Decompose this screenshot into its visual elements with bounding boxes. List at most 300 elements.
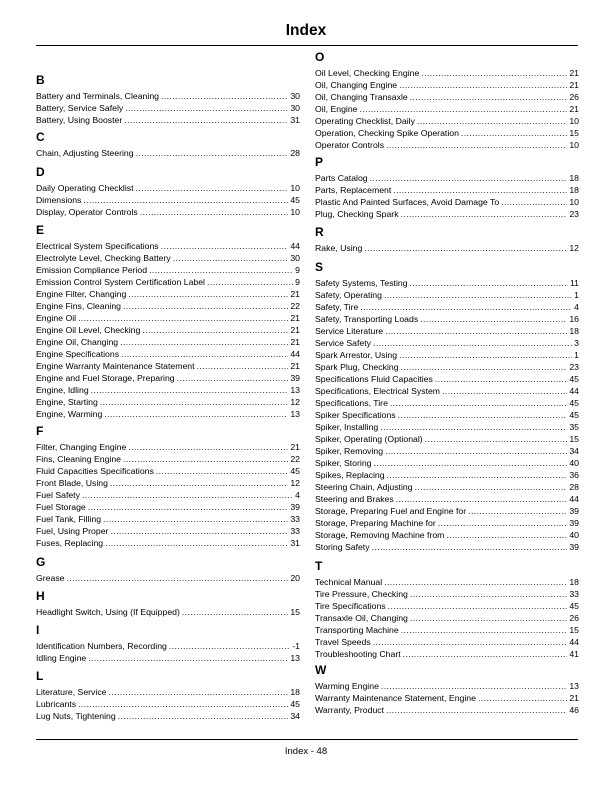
index-entry-page: 21: [290, 313, 300, 323]
index-entry: [36, 240, 300, 252]
index-entry: [36, 194, 300, 206]
index-entry-text: Spiker, Operating (Optional): [315, 434, 423, 444]
index-entry: [315, 648, 579, 660]
index-entry-text: Troubleshooting Chart: [315, 649, 401, 659]
index-entry-page: 21: [569, 693, 579, 703]
index-entry: [36, 252, 300, 264]
dot-leader: [401, 624, 568, 636]
index-entry-text: Fins, Cleaning Engine: [36, 454, 121, 464]
index-letter-heading: B: [36, 73, 45, 87]
index-entry: [36, 652, 300, 664]
index-entry: [315, 301, 579, 313]
index-entry-page: 39: [290, 373, 300, 383]
dot-leader: [136, 182, 289, 194]
index-entry-page: 45: [290, 195, 300, 205]
index-entry: [315, 409, 579, 421]
dot-leader: [173, 252, 289, 264]
index-entry: [36, 372, 300, 384]
dot-leader: [384, 576, 567, 588]
dot-leader: [410, 91, 568, 103]
index-entry: [36, 288, 300, 300]
index-entry-text: Specifications Fluid Capacities: [315, 374, 433, 384]
index-entry-page: 26: [569, 613, 579, 623]
index-entry-page: 45: [569, 398, 579, 408]
index-entry: [36, 489, 300, 501]
index-entry: [36, 501, 300, 513]
index-entry-text: Fuel Tank, Filling: [36, 514, 102, 524]
index-letter-heading: W: [315, 663, 327, 677]
dot-leader: [110, 477, 288, 489]
dot-leader: [370, 172, 568, 184]
index-entry: [36, 182, 300, 194]
index-entry: [36, 312, 300, 324]
index-entry: [36, 90, 300, 102]
index-entry: [36, 360, 300, 372]
index-entry-text: Transporting Machine: [315, 625, 399, 635]
index-entry-text: Spark Plug, Checking: [315, 362, 399, 372]
index-entry-page: 34: [569, 446, 579, 456]
index-entry-text: Service Literature: [315, 326, 384, 336]
index-entry-page: 21: [569, 104, 579, 114]
dot-leader: [396, 493, 568, 505]
index-entry: [36, 606, 300, 618]
index-entry: [36, 525, 300, 537]
index-entry-text: Spiker Specifications: [315, 410, 396, 420]
dot-leader: [374, 457, 568, 469]
index-entry-page: 39: [569, 542, 579, 552]
index-entry-page: 10: [569, 140, 579, 150]
index-entry-page: 35: [569, 422, 579, 432]
index-entry: [315, 576, 579, 588]
dot-leader: [161, 240, 289, 252]
dot-leader: [109, 686, 289, 698]
index-entry: [315, 505, 579, 517]
index-entry: [315, 493, 579, 505]
index-entry-text: Safety Systems, Testing: [315, 278, 408, 288]
dot-leader: [478, 692, 567, 704]
index-entry-page: 10: [569, 116, 579, 126]
index-entry-text: Engine, Idling: [36, 385, 89, 395]
index-entry-text: Battery, Service Safely: [36, 103, 124, 113]
index-entry: [36, 206, 300, 218]
dot-leader: [100, 396, 289, 408]
index-entry: [315, 704, 579, 716]
index-entry-page: 12: [290, 397, 300, 407]
index-entry-text: Daily Operating Checklist: [36, 183, 134, 193]
index-entry-text: Operation, Checking Spike Operation: [315, 128, 459, 138]
index-entry: [315, 289, 579, 301]
index-entry-page: 45: [290, 466, 300, 476]
index-entry-text: Emission Control System Certification Label: [36, 277, 205, 287]
index-entry-text: Storing Safety: [315, 542, 370, 552]
index-entry-text: Engine Filter, Changing: [36, 289, 127, 299]
index-entry: [315, 349, 579, 361]
index-letter-heading: E: [36, 223, 45, 237]
index-letter-heading: R: [315, 225, 324, 239]
index-entry: [315, 67, 579, 79]
index-entry-page: 30: [290, 253, 300, 263]
index-entry-page: -1: [292, 641, 300, 651]
index-entry-page: 30: [290, 103, 300, 113]
index-entry-page: 21: [290, 325, 300, 335]
dot-leader: [78, 312, 288, 324]
index-entry-text: Fluid Capacities Specifications: [36, 466, 154, 476]
index-entry-text: Safety, Transporting Loads: [315, 314, 419, 324]
index-entry-text: Engine, Starting: [36, 397, 98, 407]
index-entry-page: 39: [569, 506, 579, 516]
index-entry-text: Identification Numbers, Recording: [36, 641, 167, 651]
index-entry-page: 28: [569, 482, 579, 492]
footer-rule: [36, 739, 578, 740]
index-entry: [315, 79, 579, 91]
dot-leader: [401, 208, 568, 220]
header-rule: [36, 45, 578, 46]
index-entry-page: 20: [290, 573, 300, 583]
index-entry: [315, 433, 579, 445]
index-entry: [315, 115, 579, 127]
dot-leader: [372, 541, 568, 553]
index-entry-text: Operating Checklist, Daily: [315, 116, 415, 126]
dot-leader: [142, 324, 288, 336]
index-entry: [36, 102, 300, 114]
index-letter-heading: D: [36, 165, 45, 179]
index-entry-text: Engine Oil Level, Checking: [36, 325, 141, 335]
index-entry: [315, 242, 579, 254]
index-entry-page: 45: [569, 374, 579, 384]
dot-leader: [360, 301, 572, 313]
index-entry: [315, 469, 579, 481]
dot-leader: [124, 114, 288, 126]
index-entry-text: Oil, Changing Transaxle: [315, 92, 408, 102]
index-entry: [315, 172, 579, 184]
index-entry-text: Technical Manual: [315, 577, 383, 587]
index-entry: [36, 477, 300, 489]
index-letter-heading: T: [315, 559, 323, 573]
index-entry: [315, 445, 579, 457]
index-entry-page: 46: [569, 705, 579, 715]
index-entry-page: 13: [290, 409, 300, 419]
dot-leader: [82, 489, 293, 501]
dot-leader: [393, 184, 567, 196]
dot-leader: [140, 206, 289, 218]
index-letter-heading: C: [36, 130, 45, 144]
index-entry: [315, 624, 579, 636]
index-entry-text: Steering and Brakes: [315, 494, 394, 504]
index-entry-page: 44: [290, 349, 300, 359]
dot-leader: [446, 529, 567, 541]
index-entry-text: Display, Operator Controls: [36, 207, 138, 217]
index-entry-text: Storage, Removing Machine from: [315, 530, 445, 540]
index-entry: [36, 264, 300, 276]
index-entry: [315, 337, 579, 349]
index-entry-page: 31: [290, 538, 300, 548]
index-entry-page: 13: [290, 653, 300, 663]
index-entry-text: Headlight Switch, Using (If Equipped): [36, 607, 180, 617]
index-entry-text: Warranty, Product: [315, 705, 385, 715]
index-entry-page: 11: [569, 278, 579, 288]
index-entry-text: Spark Arrestor, Using: [315, 350, 398, 360]
index-entry-page: 21: [569, 68, 579, 78]
index-entry: [315, 397, 579, 409]
index-entry-text: Safety, Tire: [315, 302, 359, 312]
dot-leader: [410, 277, 568, 289]
dot-leader: [399, 79, 567, 91]
index-entry-page: 22: [290, 301, 300, 311]
dot-leader: [468, 505, 567, 517]
index-entry-text: Battery, Using Booster: [36, 115, 123, 125]
index-entry-text: Specifications, Tire: [315, 398, 388, 408]
index-entry-page: 15: [290, 607, 300, 617]
index-entry-page: 39: [569, 518, 579, 528]
dot-leader: [425, 433, 568, 445]
dot-leader: [125, 102, 288, 114]
dot-leader: [390, 397, 567, 409]
dot-leader: [104, 408, 288, 420]
dot-leader: [182, 606, 288, 618]
index-entry-page: 41: [569, 649, 579, 659]
index-entry: [315, 208, 579, 220]
dot-leader: [387, 469, 568, 481]
index-entry-page: 21: [290, 442, 300, 452]
index-entry-page: 44: [569, 637, 579, 647]
dot-leader: [110, 525, 288, 537]
index-entry: [36, 348, 300, 360]
index-entry-page: 1: [574, 290, 579, 300]
dot-leader: [401, 361, 568, 373]
index-entry-page: 44: [569, 494, 579, 504]
index-entry-text: Battery and Terminals, Cleaning: [36, 91, 159, 101]
index-entry-page: 18: [290, 687, 300, 697]
index-entry-text: Chain, Adjusting Steering: [36, 148, 134, 158]
index-entry-text: Oil, Engine: [315, 104, 358, 114]
index-entry-page: 1: [574, 350, 579, 360]
index-entry-page: 18: [569, 577, 579, 587]
index-entry: [36, 686, 300, 698]
dot-leader: [438, 517, 568, 529]
index-entry-page: 28: [290, 148, 300, 158]
index-entry-text: Plastic And Painted Surfaces, Avoid Damage To: [315, 197, 500, 207]
index-entry: [36, 441, 300, 453]
dot-leader: [385, 325, 567, 337]
index-entry: [36, 710, 300, 722]
dot-leader: [398, 409, 568, 421]
index-entry-page: 22: [290, 454, 300, 464]
dot-leader: [156, 465, 289, 477]
index-entry: [315, 600, 579, 612]
index-entry-text: Grease: [36, 573, 65, 583]
index-entry-page: 36: [569, 470, 579, 480]
dot-leader: [121, 348, 288, 360]
index-letter-heading: H: [36, 589, 45, 603]
index-entry-page: 21: [290, 361, 300, 371]
index-entry-text: Engine and Fuel Storage, Preparing: [36, 373, 175, 383]
index-entry-page: 26: [569, 92, 579, 102]
index-entry-text: Safety, Operating: [315, 290, 382, 300]
dot-leader: [177, 372, 289, 384]
index-entry-text: Travel Speeds: [315, 637, 371, 647]
index-entry-page: 21: [569, 80, 579, 90]
index-entry-page: 9: [295, 265, 300, 275]
dot-leader: [207, 276, 293, 288]
index-entry: [36, 396, 300, 408]
index-entry: [36, 147, 300, 159]
index-entry: [315, 385, 579, 397]
index-entry-text: Emission Compliance Period: [36, 265, 148, 275]
index-entry: [36, 537, 300, 549]
index-entry-text: Engine Warranty Maintenance Statement: [36, 361, 195, 371]
dot-leader: [149, 264, 293, 276]
index-entry-text: Electrolyte Level, Checking Battery: [36, 253, 171, 263]
index-letter-heading: O: [315, 50, 325, 64]
index-entry-page: 12: [290, 478, 300, 488]
index-entry-page: 16: [569, 314, 579, 324]
index-entry-page: 39: [290, 502, 300, 512]
dot-leader: [501, 196, 567, 208]
index-entry-text: Fuel, Using Proper: [36, 526, 109, 536]
index-entry-text: Front Blade, Using: [36, 478, 108, 488]
index-entry-text: Oil Level, Checking Engine: [315, 68, 420, 78]
index-letter-heading: P: [315, 155, 324, 169]
index-entry-page: 4: [574, 302, 579, 312]
index-entry-page: 4: [295, 490, 300, 500]
index-entry-page: 23: [569, 362, 579, 372]
index-entry-page: 45: [569, 601, 579, 611]
index-entry-page: 18: [569, 185, 579, 195]
page-title: Index: [285, 22, 327, 39]
index-entry: [36, 640, 300, 652]
index-letter-heading: L: [36, 669, 44, 683]
index-entry-page: 30: [290, 91, 300, 101]
index-entry-text: Service Safety: [315, 338, 372, 348]
dot-leader: [78, 698, 288, 710]
dot-leader: [403, 648, 568, 660]
index-entry-text: Fuel Storage: [36, 502, 86, 512]
index-entry: [36, 114, 300, 126]
dot-leader: [381, 680, 567, 692]
index-entry-text: Fuel Safety: [36, 490, 80, 500]
index-entry-text: Literature, Service: [36, 687, 107, 697]
index-entry: [36, 300, 300, 312]
index-entry-page: 3: [574, 338, 579, 348]
index-entry-text: Dimensions: [36, 195, 82, 205]
index-entry-page: 40: [569, 458, 579, 468]
dot-leader: [388, 600, 568, 612]
dot-leader: [161, 90, 288, 102]
dot-leader: [118, 710, 289, 722]
index-entry-page: 18: [569, 326, 579, 336]
index-entry-page: 33: [290, 514, 300, 524]
index-entry-text: Spiker, Installing: [315, 422, 379, 432]
index-entry: [315, 313, 579, 325]
index-entry: [36, 276, 300, 288]
index-entry-page: 44: [290, 241, 300, 251]
index-entry-page: 15: [569, 434, 579, 444]
dot-leader: [197, 360, 289, 372]
index-entry-text: Engine Oil: [36, 313, 77, 323]
index-entry-text: Spiker, Removing: [315, 446, 384, 456]
index-entry: [315, 277, 579, 289]
index-entry-text: Parts, Replacement: [315, 185, 392, 195]
index-entry-page: 21: [290, 289, 300, 299]
dot-leader: [410, 588, 567, 600]
index-entry-text: Operator Controls: [315, 140, 385, 150]
index-entry-page: 13: [569, 681, 579, 691]
dot-leader: [136, 147, 289, 159]
index-letter-heading: G: [36, 555, 46, 569]
index-entry: [315, 636, 579, 648]
dot-leader: [415, 481, 568, 493]
dot-leader: [120, 336, 288, 348]
index-entry-page: 15: [569, 625, 579, 635]
index-entry-page: 31: [290, 115, 300, 125]
index-entry-text: Transaxle Oil, Changing: [315, 613, 408, 623]
dot-leader: [67, 572, 289, 584]
index-entry-page: 10: [569, 197, 579, 207]
dot-leader: [123, 300, 288, 312]
index-entry: [36, 698, 300, 710]
index-entry-page: 13: [290, 385, 300, 395]
index-entry-text: Engine Fins, Cleaning: [36, 301, 121, 311]
index-entry-page: 18: [569, 173, 579, 183]
dot-leader: [380, 421, 567, 433]
index-entry-text: Engine Oil, Changing: [36, 337, 119, 347]
index-entry-text: Lug Nuts, Tightening: [36, 711, 116, 721]
index-entry-text: Electrical System Specifications: [36, 241, 159, 251]
index-entry: [36, 465, 300, 477]
index-entry-page: 10: [290, 207, 300, 217]
dot-leader: [360, 103, 568, 115]
index-entry-page: 15: [569, 128, 579, 138]
dot-leader: [386, 139, 567, 151]
index-entry-text: Engine Specifications: [36, 349, 120, 359]
index-entry-text: Lubricants: [36, 699, 77, 709]
index-entry-text: Warranty Maintenance Statement, Engine: [315, 693, 476, 703]
index-entry: [315, 139, 579, 151]
index-entry: [315, 361, 579, 373]
index-entry-page: 23: [569, 209, 579, 219]
dot-leader: [88, 652, 288, 664]
dot-leader: [83, 194, 288, 206]
dot-leader: [417, 115, 567, 127]
index-entry-text: Plug, Checking Spark: [315, 209, 399, 219]
index-entry: [315, 481, 579, 493]
index-entry-text: Spiker, Storing: [315, 458, 372, 468]
index-entry-page: 9: [295, 277, 300, 287]
index-entry: [315, 196, 579, 208]
dot-leader: [442, 385, 567, 397]
index-entry-text: Storage, Preparing Fuel and Engine for: [315, 506, 467, 516]
dot-leader: [128, 441, 288, 453]
index-entry: [315, 91, 579, 103]
index-entry-page: 10: [290, 183, 300, 193]
dot-leader: [123, 453, 288, 465]
index-entry: [315, 103, 579, 115]
index-entry: [315, 517, 579, 529]
index-entry: [315, 457, 579, 469]
index-entry-page: 44: [569, 386, 579, 396]
index-letter-heading: F: [36, 424, 44, 438]
index-entry: [315, 325, 579, 337]
dot-leader: [461, 127, 567, 139]
index-entry: [315, 373, 579, 385]
index-entry-text: Rake, Using: [315, 243, 363, 253]
index-entry-text: Tire Pressure, Checking: [315, 589, 408, 599]
index-entry-text: Specifications, Electrical System: [315, 386, 441, 396]
dot-leader: [421, 67, 567, 79]
index-entry: [315, 529, 579, 541]
index-entry: [36, 513, 300, 525]
index-entry-text: Tire Specifications: [315, 601, 386, 611]
